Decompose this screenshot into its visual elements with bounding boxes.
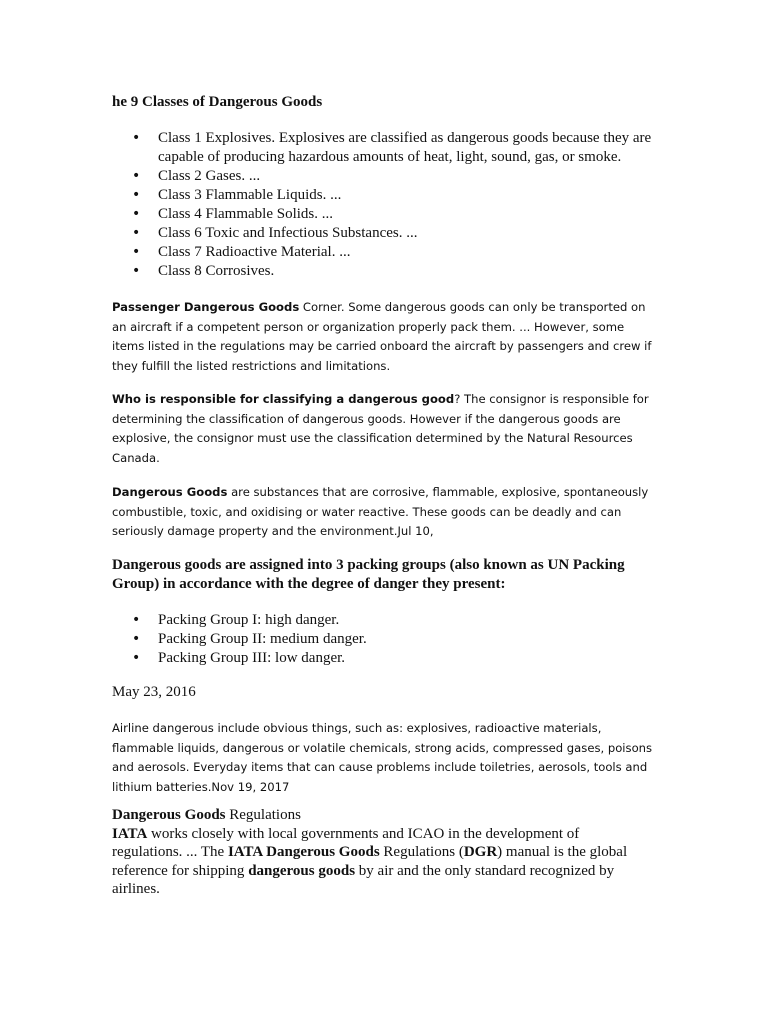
regulations-heading-bold: Dangerous Goods (112, 807, 226, 823)
bold-phrase: dangerous goods (248, 862, 356, 879)
list-item: • Class 2 Gases. ... (112, 167, 672, 186)
paragraph-text: by air and the only standard recognized by airlines. (112, 862, 615, 897)
bold-phrase: Dangerous Goods (112, 485, 228, 499)
list-item: • Class 3 Flammable Liquids. ... (112, 186, 672, 205)
bold-phrase: IATA Dangerous Goods (227, 844, 380, 860)
dangerous-goods-classes-list (112, 129, 672, 281)
dangerous-goods-definition-paragraph (112, 483, 660, 542)
bold-phrase: Passenger Dangerous Goods (112, 300, 300, 314)
page-title: he 9 Classes of Dangerous Goods (112, 94, 323, 110)
list-item: • Packing Group III: low danger. (112, 649, 672, 668)
paragraph-text: Corner. Some dangerous goods can only be transported on an aircraft if a competent person or organization properly pack them. ... However, some items listed in the regulations may be carried onboard the aircraft by passengers and crew if they fulfill the listed restrictions and limitations. (112, 300, 652, 373)
packing-groups-list (112, 611, 672, 668)
list-item: • Packing Group I: high danger. (112, 611, 672, 630)
bold-phrase: DGR (463, 844, 498, 860)
dangerous-goods-regulations-section (112, 806, 652, 899)
paragraph-text: ? The consignor is responsible for determining the classification of dangerous goods. However if the dangerous goods are explosive, the consignor must use the classification determined by the Natural Resources Canada. (112, 392, 649, 465)
list-item: • Class 6 Toxic and Infectious Substances. ... (112, 224, 672, 243)
bold-phrase: IATA (112, 825, 148, 842)
regulations-heading-text: Regulations (225, 807, 301, 823)
packing-groups-heading: Dangerous goods are assigned into 3 packing groups (also known as UN Packing Group) in accordance with the degree of danger they present: (112, 557, 625, 592)
paragraph-text: are substances that are corrosive, flammable, explosive, spontaneously combustible, toxic, and oxidising or water reactive. These goods can be deadly and can seriously damage property and the environment.Jul 10, (112, 485, 649, 538)
list-item: • Class 4 Flammable Solids. ... (112, 205, 672, 224)
date-text: May 23, 2016 (112, 684, 196, 700)
list-item: • Class 8 Corrosives. (112, 262, 672, 281)
list-item: • Packing Group II: medium danger. (112, 630, 672, 649)
bold-phrase: Who is responsible for classifying a dangerous good (112, 392, 455, 406)
paragraph-text: ) manual is the global reference for shipping (112, 844, 628, 879)
paragraph-text: works closely with local governments and ICAO in the development of regulations. ... The (112, 825, 580, 860)
list-item: • Class 1 Explosives. Explosives are classified as dangerous goods because they are capable of producing hazardous amounts of heat, light, sound, gas, or smoke. (112, 129, 672, 167)
passenger-dangerous-goods-paragraph (112, 298, 660, 376)
classification-responsibility-paragraph (112, 390, 660, 468)
paragraph-text: Regulations ( (379, 844, 464, 860)
airline-dangerous-goods-paragraph: Airline dangerous include obvious things, such as: explosives, radioactive materials, flammable liquids, dangerous or volatile chemicals, strong acids, compressed gases, poisons and aerosols. Everyday items that can cause problems include toiletries, aerosols, tools and lithium batteries.Nov 19, 2017 (112, 721, 653, 794)
list-item: • Class 7 Radioactive Material. ... (112, 243, 672, 262)
